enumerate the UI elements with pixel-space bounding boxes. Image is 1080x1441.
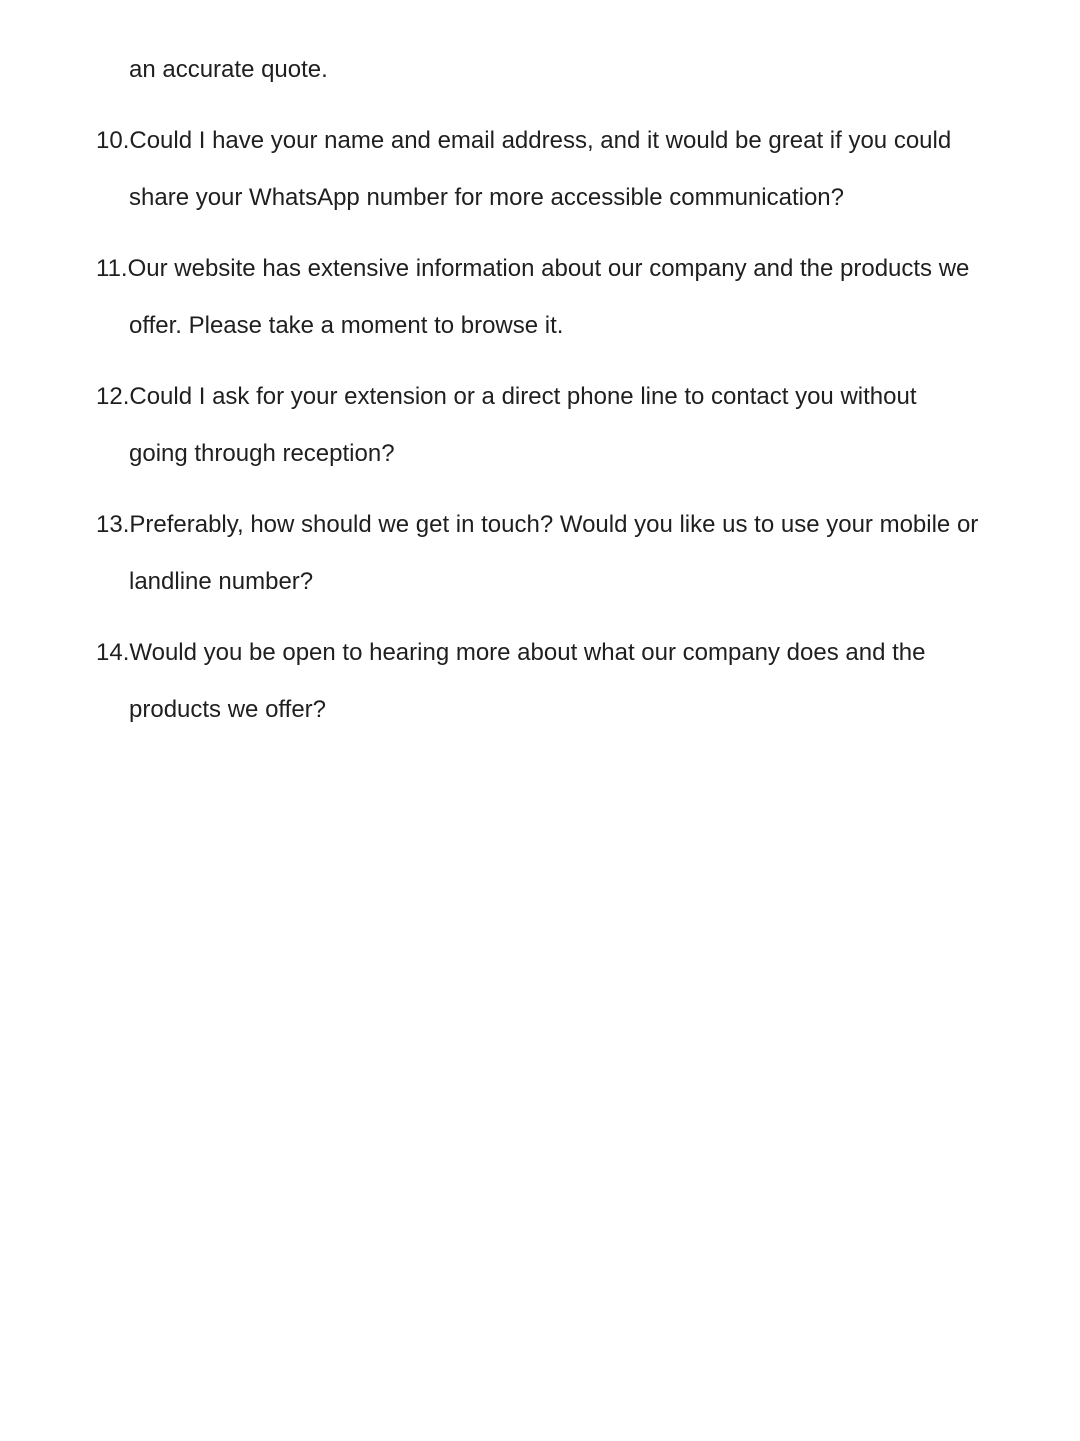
list-item-second-line: share your WhatsApp number for more accessible communication?: [129, 184, 844, 211]
list-item-number: 13.: [96, 511, 130, 538]
list-item-text: Our website has extensive information about our company and the products we: [127, 255, 970, 282]
list-item-first-line: [96, 121, 1036, 178]
list-item: [96, 633, 1036, 747]
list-item-first-line: [96, 633, 1036, 690]
list-item-second-line: landline number?: [129, 568, 314, 595]
list-item-second-line: offer. Please take a moment to browse it.: [129, 312, 564, 339]
list-item-second-line: products we offer?: [129, 696, 327, 723]
continuation-text: an accurate quote.: [129, 56, 328, 83]
list-item-second-line: going through reception?: [129, 440, 395, 467]
list-item-number: 14.: [96, 639, 130, 666]
list-item-text: Could I ask for your extension or a direct phone line to contact you without: [129, 383, 917, 410]
list-item-text: Would you be open to hearing more about what our company does and the: [129, 639, 926, 666]
list-item: [96, 505, 1036, 619]
list-item-text: Could I have your name and email address, and it would be great if you could: [129, 127, 952, 154]
list-item: [96, 377, 1036, 491]
list-item-number: 10.: [96, 127, 130, 154]
list-item-first-line: [96, 249, 1036, 306]
list-item-first-line: [96, 505, 1036, 562]
list-item-number: 12.: [96, 383, 130, 410]
list-item-number: 11.: [96, 255, 128, 282]
list-item: [96, 249, 1036, 363]
list-item: [96, 121, 1036, 235]
list-item-text: Preferably, how should we get in touch? Would you like us to use your mobile or: [129, 511, 979, 538]
list-item-first-line: [96, 377, 1036, 434]
